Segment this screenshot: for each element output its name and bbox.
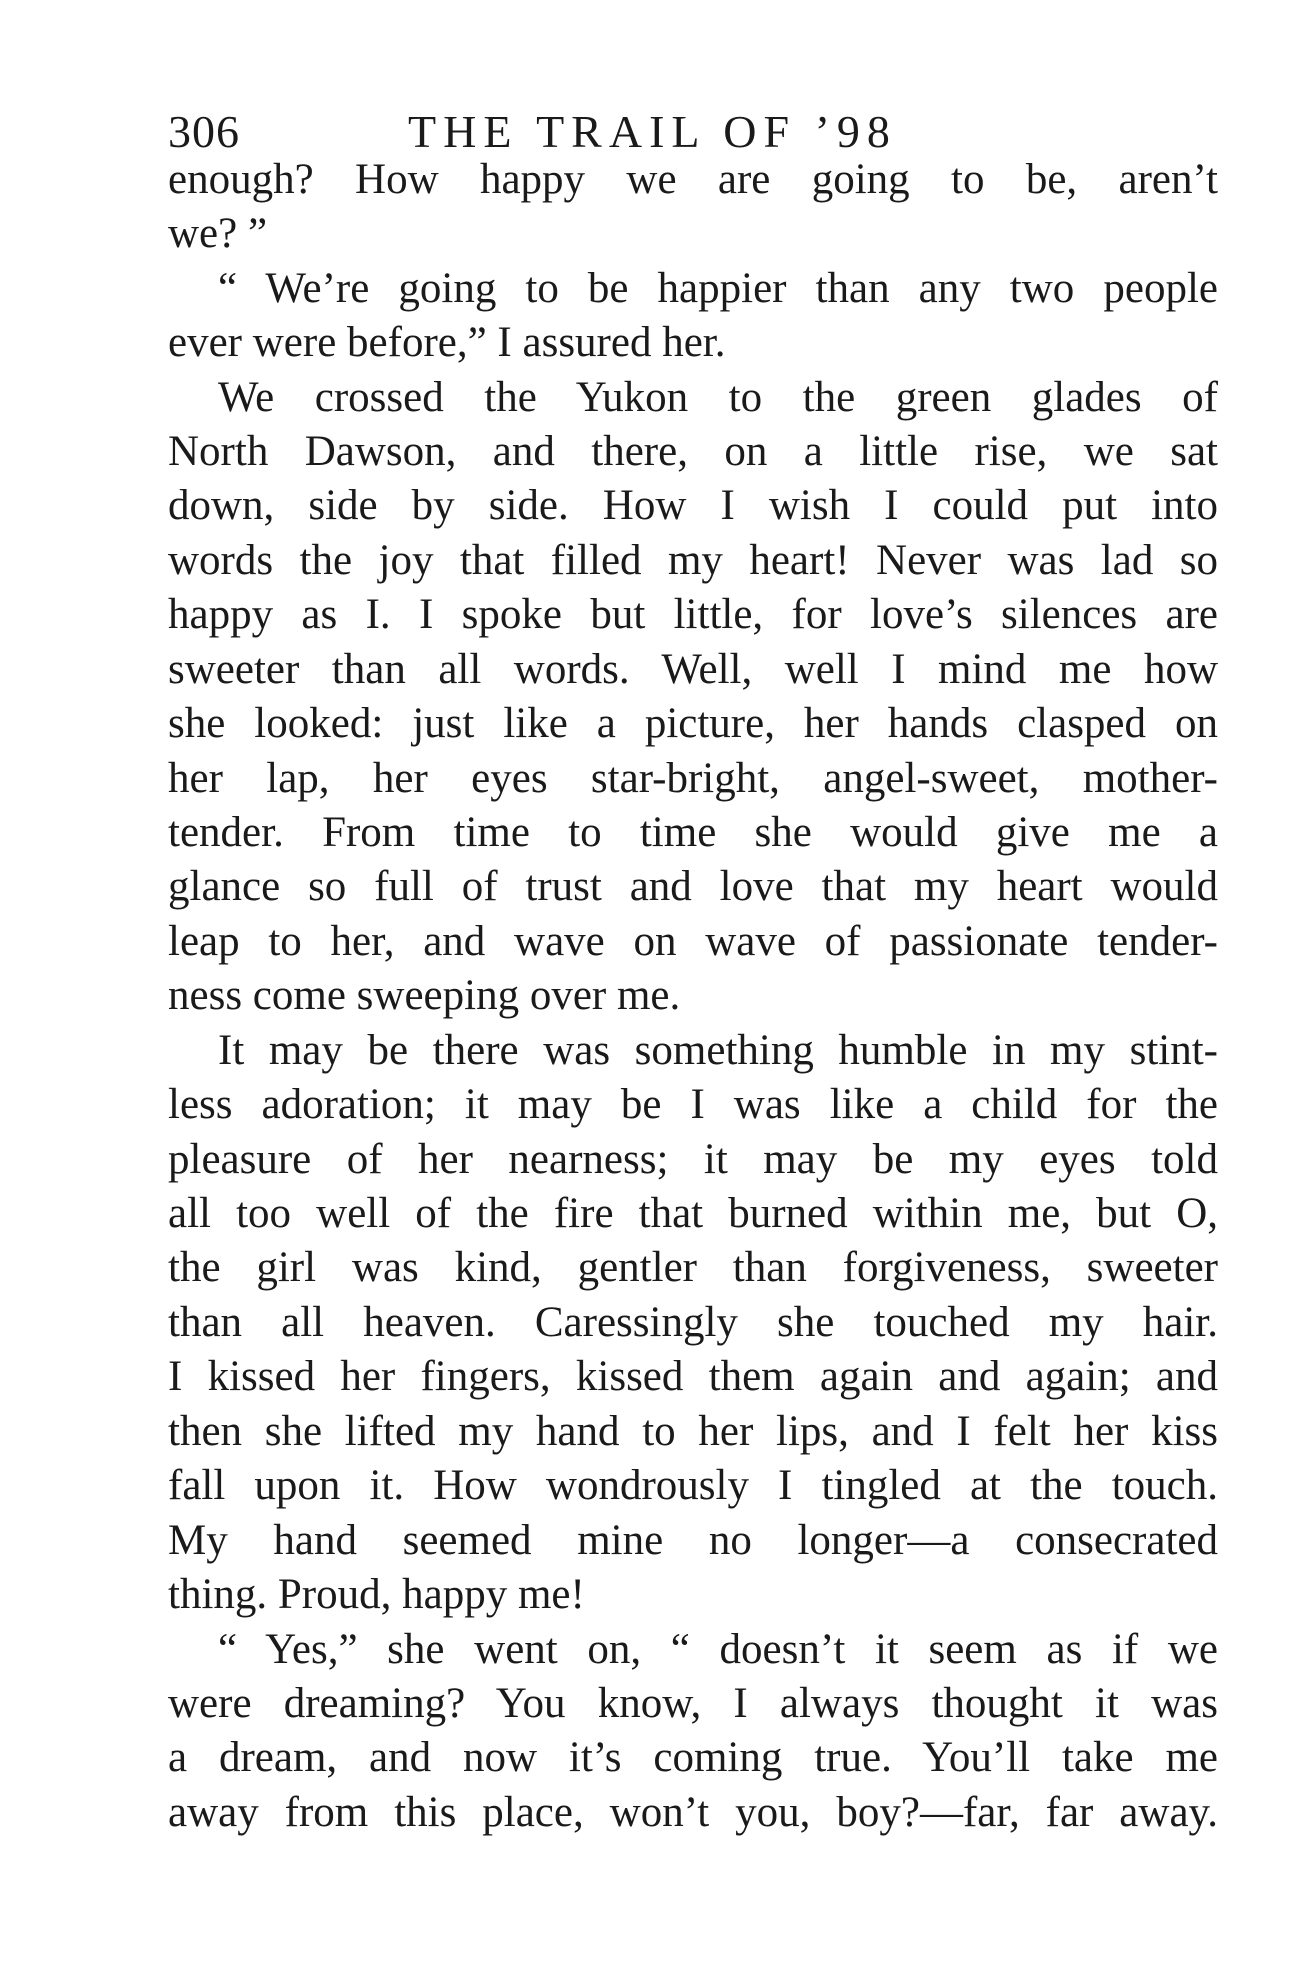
text-line: I kissed her fingers, kissed them again and again; and	[168, 1353, 1218, 1400]
text-line: she looked: just like a picture, her hands clasped on	[168, 700, 1218, 747]
text-line: ness come sweeping over me.	[168, 972, 681, 1019]
page-number: 306	[168, 106, 240, 157]
text-line: a dream, and now it’s coming true. You’ll take me	[168, 1734, 1218, 1781]
text-line: than all heaven. Caressingly she touched my hair.	[168, 1299, 1218, 1346]
text-line: words the joy that filled my heart! Never was lad so	[168, 537, 1218, 584]
text-line: enough? How happy we are going to be, aren’t	[168, 156, 1218, 203]
text-line: We crossed the Yukon to the green glades of	[218, 374, 1218, 421]
text-line: ever were before,” I assured her.	[168, 319, 726, 366]
text-line: sweeter than all words. Well, well I mind me how	[168, 646, 1218, 693]
text-line: were dreaming? You know, I always thought it was	[168, 1680, 1218, 1727]
text-line: her lap, her eyes star-bright, angel-sweet, mother-	[168, 755, 1218, 802]
text-line: the girl was kind, gentler than forgiveness, sweeter	[168, 1244, 1218, 1291]
text-line: glance so full of trust and love that my heart would	[168, 863, 1218, 910]
text-line: then she lifted my hand to her lips, and I felt her kiss	[168, 1408, 1218, 1455]
text-line: tender. From time to time she would give me a	[168, 809, 1218, 856]
text-line: happy as I. I spoke but little, for love’s silences are	[168, 591, 1218, 638]
text-line: “ Yes,” she went on, “ doesn’t it seem as if we	[218, 1626, 1218, 1673]
text-line: pleasure of her nearness; it may be my eyes told	[168, 1136, 1218, 1183]
text-line: less adoration; it may be I was like a child for the	[168, 1081, 1218, 1128]
text-line: all too well of the fire that burned within me, but O,	[168, 1190, 1218, 1237]
text-line: we? ”	[168, 210, 268, 257]
text-line: away from this place, won’t you, boy?—far, far away.	[168, 1789, 1218, 1836]
text-line: leap to her, and wave on wave of passionate tender-	[168, 918, 1218, 965]
text-line: North Dawson, and there, on a little rise, we sat	[168, 428, 1218, 475]
text-line: It may be there was something humble in my stint-	[218, 1027, 1218, 1074]
text-line: My hand seemed mine no longer—a consecrated	[168, 1517, 1218, 1564]
text-line: down, side by side. How I wish I could put into	[168, 482, 1218, 529]
text-line: thing. Proud, happy me!	[168, 1571, 585, 1618]
text-line: fall upon it. How wondrously I tingled at the touch.	[168, 1462, 1218, 1509]
running-title: THE TRAIL OF ’98	[408, 106, 897, 157]
text-line: “ We’re going to be happier than any two people	[218, 265, 1218, 312]
